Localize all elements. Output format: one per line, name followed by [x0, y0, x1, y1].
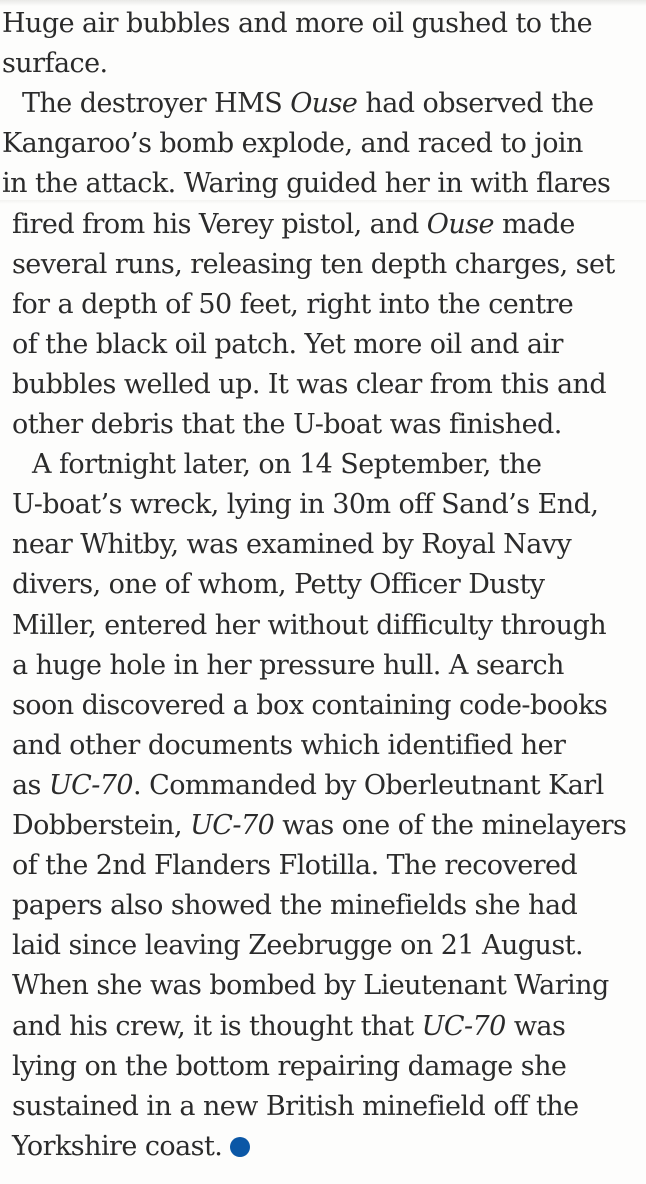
text-run: . Commanded by Oberleutnant Karl: [133, 769, 604, 801]
text-line: [2, 168, 610, 200]
text-run: Miller, entered her without difficulty through: [12, 609, 607, 641]
text-line: [12, 209, 575, 241]
text-line: [12, 610, 606, 642]
end-of-article-dot-icon: [230, 1137, 250, 1157]
text-run: The destroyer HMS: [22, 88, 291, 120]
text-line: [2, 48, 108, 80]
text-line: [12, 850, 577, 882]
text-line: [12, 730, 565, 762]
text-run: When she was bombed by Lieutenant Waring: [12, 970, 609, 1002]
text-run: and his crew, it is thought that: [12, 1010, 422, 1042]
text-run: fired from his Verey pistol, and: [12, 208, 427, 240]
text-line: [2, 128, 583, 160]
text-run: soon discovered a box containing code-books: [12, 689, 608, 721]
text-line: [12, 329, 563, 361]
text-line: [12, 409, 562, 441]
text-run: A fortnight later, on 14 September, the: [32, 449, 542, 481]
text-run: lying on the bottom repairing damage she: [12, 1050, 567, 1082]
text-run: had observed the: [357, 88, 594, 120]
italic-text-run: UC-70: [48, 769, 134, 801]
text-line: [12, 890, 577, 922]
text-line: [2, 8, 592, 40]
text-line: [12, 1011, 565, 1043]
text-run: and other documents which identified her: [12, 729, 566, 761]
text-line: [12, 1131, 250, 1163]
text-line: [12, 970, 609, 1002]
text-run: a huge hole in her pressure hull. A search: [12, 649, 564, 681]
text-run: surface.: [2, 48, 108, 80]
text-run: of the 2nd Flanders Flotilla. The recovered: [12, 850, 578, 882]
page-seam: [0, 200, 646, 204]
text-run: was one of the minelayers: [274, 810, 627, 841]
text-line: [22, 88, 594, 120]
text-line: [12, 249, 615, 281]
scan-edge: [0, 0, 646, 6]
text-run: for a depth of 50 feet, right into the centre: [12, 288, 574, 320]
text-run: Dobberstein,: [12, 810, 191, 841]
italic-text-run: UC-70: [421, 1010, 506, 1042]
text-run: in the attack. Waring guided her in with flares: [2, 168, 611, 200]
text-run: several runs, releasing ten depth charges, set: [12, 248, 615, 280]
text-line: [12, 1051, 566, 1083]
text-line: [12, 1091, 579, 1123]
text-run: laid since leaving Zeebrugge on 21 August.: [12, 930, 583, 962]
text-line: [12, 289, 573, 321]
text-run: divers, one of whom, Petty Officer Dusty: [12, 569, 545, 601]
text-line: [12, 770, 604, 802]
text-run: other debris that the U-boat was finished.: [12, 409, 562, 440]
italic-text-run: UC-70: [190, 810, 275, 841]
text-run: papers also showed the minefields she had: [12, 890, 578, 922]
text-run: Huge air bubbles and more oil gushed to the: [2, 8, 593, 39]
text-run: Kangaroo’s bomb explode, and raced to join: [2, 128, 583, 160]
text-run: U-boat’s wreck, lying in 30m off Sand’s End,: [12, 489, 599, 521]
text-line: [12, 529, 571, 561]
italic-text-run: Ouse: [290, 88, 358, 120]
text-line: [12, 369, 606, 401]
italic-text-run: Ouse: [426, 208, 494, 240]
text-run: made: [493, 208, 575, 240]
text-line: [12, 489, 598, 521]
text-run: sustained in a new British minefield off the: [12, 1090, 579, 1122]
text-run: Yorkshire coast.: [12, 1130, 223, 1162]
text-run: as: [12, 769, 49, 801]
text-line: [12, 930, 583, 962]
text-line: [12, 650, 564, 682]
text-line: [32, 449, 541, 481]
text-run: bubbles welled up. It was clear from this and: [12, 368, 607, 400]
text-run: near Whitby, was examined by Royal Navy: [12, 529, 572, 561]
text-line: [12, 810, 626, 842]
text-line: [12, 690, 607, 722]
text-run: was: [505, 1010, 566, 1042]
text-line: [12, 569, 544, 601]
text-run: of the black oil patch. Yet more oil and air: [12, 328, 563, 360]
